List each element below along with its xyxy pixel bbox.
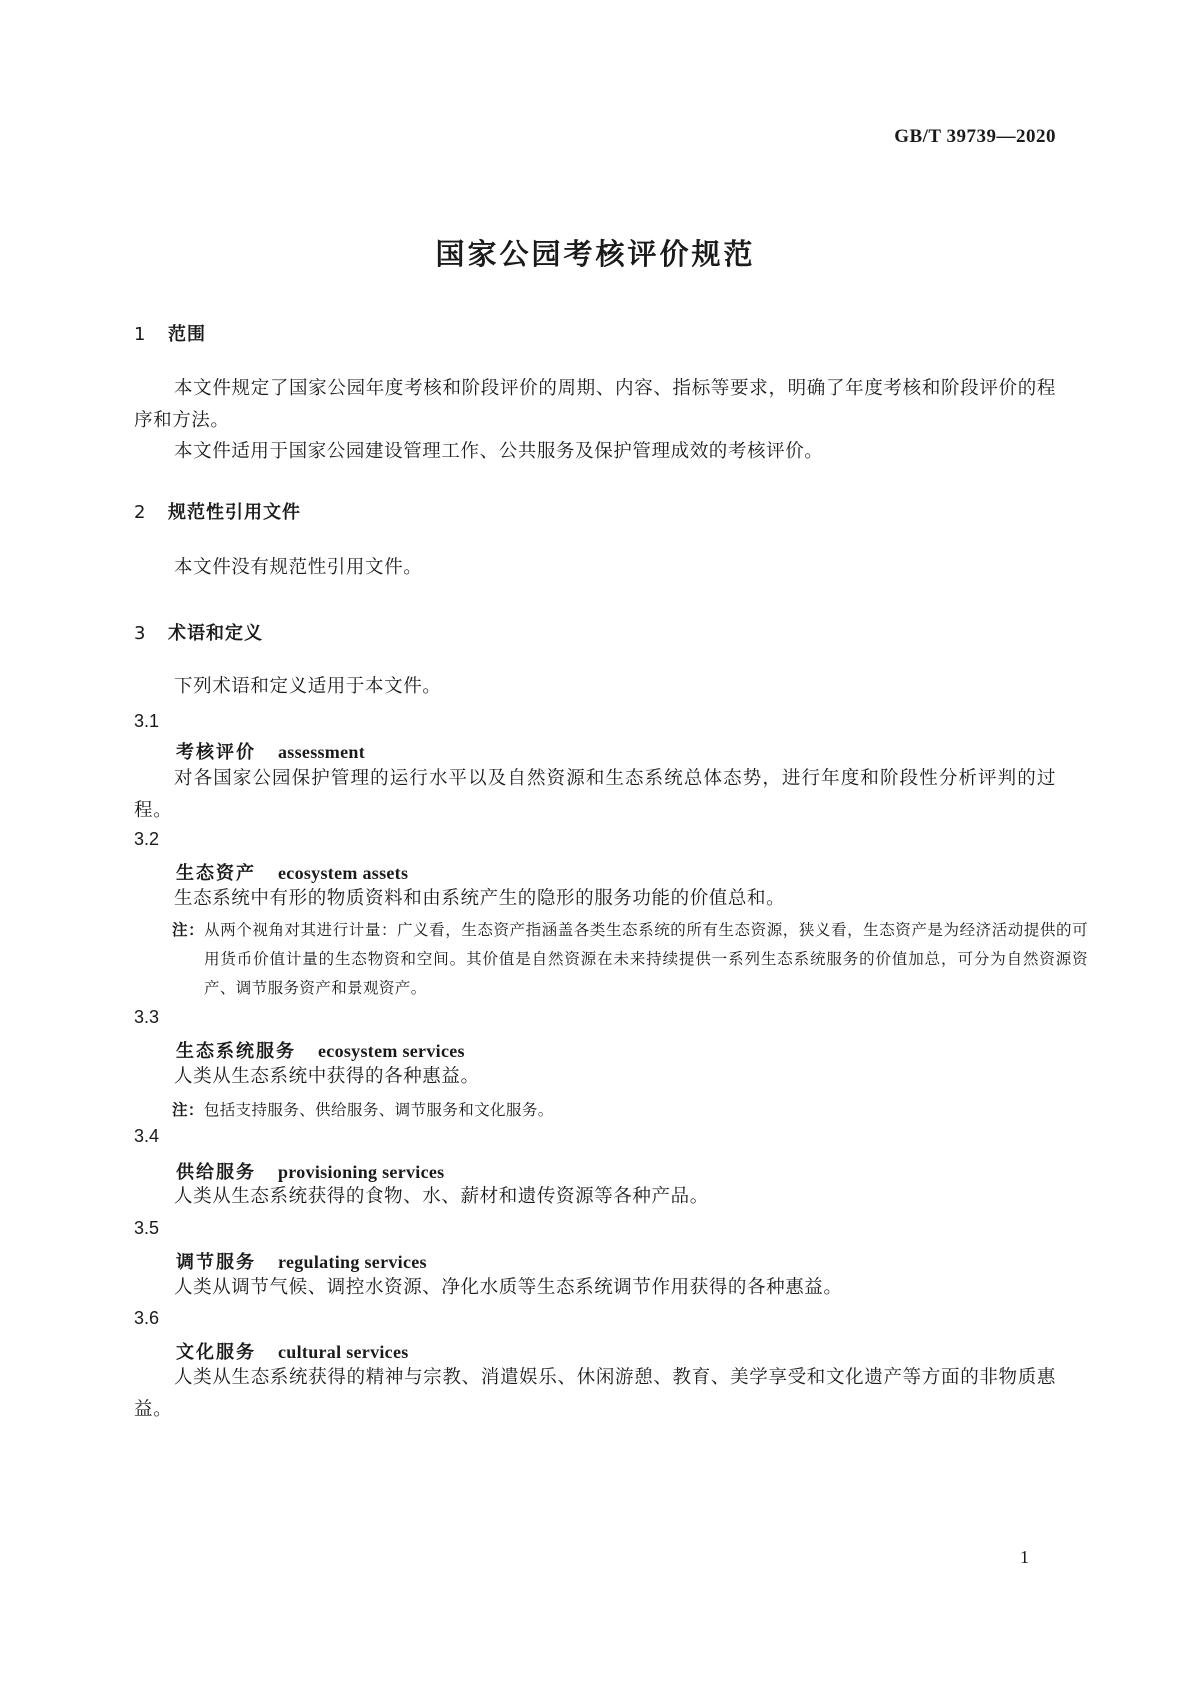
term-en: ecosystem services — [318, 1041, 465, 1061]
paragraph: 本文件没有规范性引用文件。 — [174, 557, 423, 578]
term-zh: 供给服务 — [176, 1162, 256, 1183]
term-zh: 考核评价 — [176, 742, 256, 763]
term-definition: 人类从调节气候、调控水资源、净化水质等生态系统调节作用获得的各种惠益。 — [174, 1277, 843, 1298]
term-en: cultural services — [278, 1342, 409, 1362]
term-3-5 — [176, 1248, 427, 1274]
note-label: 注： — [172, 921, 205, 939]
paragraph: 本文件规定了国家公园年度考核和阶段评价的周期、内容、指标等要求，明确了年度考核和阶段评价的程序和方法。 — [134, 378, 1056, 431]
note-text: 从两个视角对其进行计量：广义看，生态资产指涵盖各类生态系统的所有生态资源，狭义看，生态资产是为经济活动提供的可用货币价值计量的生态物资和空间。其价值是自然资源在未来持续提供一系列生态系统服务的价值加总，可分为自然资源资产、调节服务资产和景观资产。 — [204, 921, 1088, 997]
term-number: 3.1 — [134, 711, 160, 731]
term-zh: 生态系统服务 — [176, 1041, 296, 1062]
section-title: 范围 — [168, 324, 206, 345]
term-zh: 调节服务 — [176, 1252, 256, 1273]
standard-code: GB/T 39739—2020 — [894, 126, 1056, 147]
term-number: 3.5 — [134, 1218, 160, 1238]
term-en: provisioning services — [278, 1162, 445, 1182]
term-number: 3.3 — [134, 1007, 160, 1027]
section-number: 1 — [134, 324, 147, 345]
term-zh: 生态资产 — [176, 863, 256, 884]
section-number: 2 — [134, 502, 147, 523]
section-number: 3 — [134, 623, 147, 644]
term-number: 3.6 — [134, 1308, 160, 1328]
term-definition: 人类从生态系统获得的食物、水、薪材和遗传资源等各种产品。 — [174, 1186, 709, 1207]
paragraph: 下列术语和定义适用于本文件。 — [174, 676, 442, 697]
term-3-1 — [176, 738, 365, 764]
term-number: 3.2 — [134, 829, 160, 849]
term-definition: 人类从生态系统获得的精神与宗教、消遣娱乐、休闲游憩、教育、美学享受和文化遗产等方面的非物质惠益。 — [134, 1367, 1056, 1420]
section-2-heading — [134, 498, 301, 524]
term-note — [172, 1096, 1088, 1125]
paragraph: 本文件适用于国家公园建设管理工作、公共服务及保护管理成效的考核评价。 — [174, 441, 824, 462]
term-definition: 对各国家公园保护管理的运行水平以及自然资源和生态系统总体态势，进行年度和阶段性分析评判的过程。 — [134, 768, 1056, 821]
section-3-heading — [134, 619, 263, 645]
term-zh: 文化服务 — [176, 1342, 256, 1363]
note-text: 包括支持服务、供给服务、调节服务和文化服务。 — [203, 1101, 554, 1119]
term-note — [172, 916, 1088, 1003]
section-1-heading — [134, 320, 206, 346]
document-title: 国家公园考核评价规范 — [435, 237, 756, 271]
page-number: 1 — [1020, 1547, 1029, 1567]
term-en: regulating services — [278, 1252, 427, 1272]
term-definition: 人类从生态系统中获得的各种惠益。 — [174, 1066, 480, 1087]
section-title: 规范性引用文件 — [168, 502, 301, 523]
term-en: ecosystem assets — [278, 863, 409, 883]
note-label: 注： — [172, 1101, 204, 1119]
term-3-2 — [176, 859, 408, 885]
section-title: 术语和定义 — [168, 623, 263, 644]
term-definition: 生态系统中有形的物质资料和由系统产生的隐形的服务功能的价值总和。 — [174, 888, 786, 909]
term-en: assessment — [278, 742, 365, 762]
term-3-6 — [176, 1338, 409, 1364]
term-number: 3.4 — [134, 1126, 160, 1146]
term-3-3 — [176, 1037, 465, 1063]
